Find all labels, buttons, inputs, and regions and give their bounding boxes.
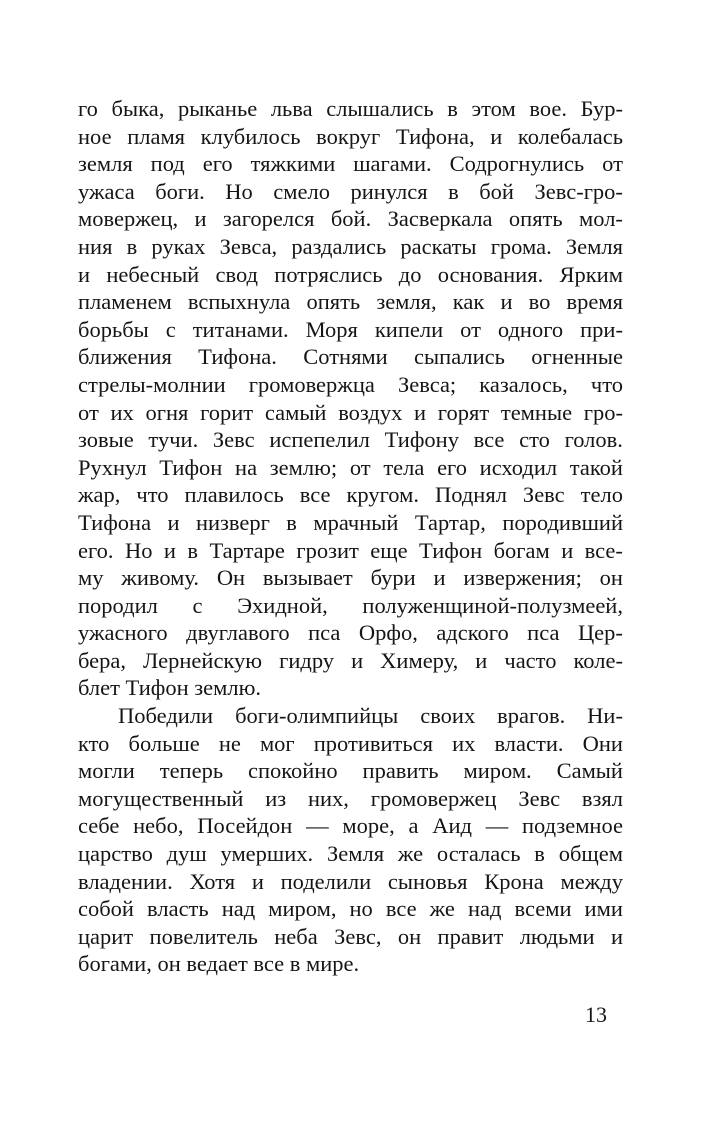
word: при- <box>580 316 623 342</box>
word: опять <box>306 289 361 315</box>
word: Тартар, <box>414 509 486 535</box>
word: что <box>590 371 623 397</box>
word: бури <box>370 565 416 591</box>
word: огненные <box>531 344 623 370</box>
word: борьбы <box>78 316 149 342</box>
word: часто <box>504 647 557 673</box>
word: все <box>473 427 505 453</box>
word: гро- <box>583 399 623 425</box>
word: пса <box>308 620 341 646</box>
word: и <box>490 123 503 149</box>
word: вспыхнула <box>187 289 291 315</box>
word: и <box>78 261 91 287</box>
word: все- <box>584 537 623 563</box>
word: свод <box>215 261 259 287</box>
word: ния <box>78 233 113 259</box>
word: он <box>599 565 623 591</box>
word: Зевса; <box>397 371 457 397</box>
word: миром, <box>268 896 337 922</box>
word: загорелся <box>222 206 315 232</box>
word: горят <box>437 399 490 425</box>
word: от <box>78 399 99 425</box>
text-line: богами, он ведает все в мире. <box>78 951 360 977</box>
word: породивший <box>502 509 623 535</box>
text-line <box>78 785 623 813</box>
word: под <box>150 151 185 177</box>
word: плавилось <box>184 482 284 508</box>
word: низверг <box>195 509 270 535</box>
word: Он <box>216 565 246 591</box>
word: громовержец <box>370 785 497 811</box>
word: мол- <box>579 206 623 232</box>
word: вызывает <box>262 565 353 591</box>
word: Зевс-гро- <box>534 178 623 204</box>
word: Тартаре <box>209 537 285 563</box>
page-text-block <box>78 95 623 978</box>
word: а <box>408 813 419 839</box>
word: льва <box>270 96 313 121</box>
word: все <box>299 482 331 508</box>
word: его <box>202 151 233 177</box>
word: душ <box>166 841 207 867</box>
word: мог <box>259 730 295 756</box>
word: в <box>447 96 458 121</box>
word: бера, <box>78 647 126 673</box>
word: пламя <box>127 123 186 149</box>
text-line <box>78 895 623 923</box>
word: раскаты <box>400 233 477 259</box>
word: Аид <box>432 813 472 839</box>
word: и <box>500 289 513 315</box>
word: грома. <box>490 233 552 259</box>
word: же <box>397 841 424 867</box>
word: бой. <box>330 206 372 232</box>
word: и <box>351 647 364 673</box>
text-line <box>78 343 623 371</box>
word: самый <box>264 399 327 425</box>
text-line <box>78 509 623 537</box>
word: всеми <box>514 896 572 922</box>
word: в <box>187 537 199 563</box>
word: могущественный <box>78 785 244 811</box>
word: и <box>561 537 574 563</box>
word: противиться <box>313 730 433 756</box>
word: клубилось <box>200 123 301 149</box>
text-line <box>78 647 623 675</box>
word: больше <box>128 730 200 756</box>
word: и <box>610 923 623 949</box>
word: титанами. <box>192 316 289 342</box>
text-line <box>78 178 623 206</box>
word: жар, <box>78 482 121 508</box>
word: земля <box>78 151 133 177</box>
word: тело <box>580 482 623 508</box>
word: и <box>194 206 207 232</box>
word: до <box>398 261 422 287</box>
word: Бур- <box>580 96 623 121</box>
word: спокойно <box>247 758 338 784</box>
word: Рухнул <box>78 454 147 480</box>
word: с <box>165 316 176 342</box>
word: и <box>163 537 176 563</box>
word: не <box>218 730 241 756</box>
word: Зевс <box>522 482 565 508</box>
word: опять <box>508 206 563 232</box>
word: и <box>167 509 180 535</box>
text-line <box>78 399 623 427</box>
word: царство <box>78 841 153 867</box>
word: богам <box>493 537 550 563</box>
word: Посейдон <box>197 813 293 839</box>
word: голов. <box>564 427 623 453</box>
word: с <box>192 592 203 618</box>
word: подземное <box>521 813 623 839</box>
text-line <box>78 426 623 454</box>
word: могли <box>78 758 135 784</box>
word: в <box>126 233 138 259</box>
text-line <box>78 454 623 482</box>
text-line <box>78 619 623 647</box>
word: земля, <box>376 289 437 315</box>
word: кипели <box>374 316 444 342</box>
word: их <box>452 730 476 756</box>
word: от <box>460 316 481 342</box>
word: и <box>475 647 488 673</box>
word: небо, <box>133 813 184 839</box>
word: взял <box>581 785 623 811</box>
word: этом <box>471 96 516 121</box>
word: Лернейскую <box>143 647 263 673</box>
word: Зевс <box>518 785 561 811</box>
word: Зевс, <box>334 923 382 949</box>
word: все <box>385 896 417 922</box>
word: из <box>265 785 287 811</box>
text-line <box>78 95 623 123</box>
word: пса <box>527 620 560 646</box>
word: его <box>437 454 467 480</box>
word: мовержец, <box>78 206 179 232</box>
text-line <box>78 840 623 868</box>
text-line <box>78 757 623 785</box>
word: Крона <box>484 868 544 894</box>
word: шагами. <box>353 151 432 177</box>
text-line <box>78 481 623 509</box>
word: тяжкими <box>250 151 336 177</box>
word: тела <box>383 454 425 480</box>
word: Зевс <box>212 427 255 453</box>
word: Цер- <box>577 620 623 646</box>
word: коле- <box>573 647 623 673</box>
word: себе <box>78 813 120 839</box>
word: на <box>235 454 258 480</box>
word: стрелы-молнии <box>78 371 226 397</box>
word: горит <box>200 399 254 425</box>
word: руках <box>151 233 206 259</box>
word: общем <box>558 841 623 867</box>
word: еще <box>370 537 408 563</box>
word: раздались <box>291 233 387 259</box>
word: власти. <box>494 730 564 756</box>
word: кто <box>78 730 110 756</box>
text-line <box>78 261 623 289</box>
word: ближения <box>78 344 172 370</box>
word: живому. <box>121 565 200 591</box>
word: испепелил <box>269 427 370 453</box>
word: громовержца <box>248 371 375 397</box>
word: одного <box>497 316 564 342</box>
word: Тифона <box>78 509 152 535</box>
word: власть <box>147 896 209 922</box>
word: адского <box>436 620 509 646</box>
word: же <box>429 896 455 922</box>
word: над <box>467 896 502 922</box>
text-line <box>78 592 623 620</box>
word: осталась <box>436 841 521 867</box>
word: Содрогнулись <box>449 151 585 177</box>
word: во <box>528 289 551 315</box>
word: Самый <box>556 758 623 784</box>
word: — <box>485 813 509 839</box>
word: Хотя <box>189 868 236 894</box>
word: сыпались <box>414 344 505 370</box>
word: его. <box>78 537 114 563</box>
word: врагов. <box>497 703 566 729</box>
word: смело <box>273 178 330 204</box>
word: Поднял <box>435 482 507 508</box>
word: темные <box>500 399 573 425</box>
text-line <box>78 702 623 730</box>
word: потряслись <box>274 261 383 287</box>
word: Тифон <box>159 454 223 480</box>
word: двуглавого <box>186 620 290 646</box>
text-line <box>78 564 623 592</box>
word: ужаса <box>78 178 135 204</box>
word: миром. <box>463 758 532 784</box>
word: породил <box>78 592 158 618</box>
word: Моря <box>305 316 358 342</box>
word: основания. <box>437 261 544 287</box>
word: пламенем <box>78 289 172 315</box>
word: ринулся <box>350 178 428 204</box>
word: вое. <box>529 96 567 121</box>
word: Засверкала <box>387 206 493 232</box>
word: ужасного <box>78 620 168 646</box>
word: го <box>78 96 98 121</box>
word: му <box>78 565 104 591</box>
word: и <box>251 868 264 894</box>
word: Они <box>582 730 623 756</box>
word: тучи. <box>148 427 199 453</box>
word: Тифон <box>419 537 483 563</box>
word: кругом. <box>346 482 419 508</box>
word: что <box>136 482 169 508</box>
word: над <box>221 896 256 922</box>
word: ими <box>584 896 623 922</box>
word: царит <box>78 923 134 949</box>
word: владении. <box>78 868 173 894</box>
word: воздух <box>338 399 403 425</box>
word: землю; <box>269 454 338 480</box>
word: как <box>452 289 485 315</box>
word: Победили <box>118 703 214 729</box>
word: бой <box>479 178 514 204</box>
word: теперь <box>159 758 224 784</box>
word: море, <box>342 813 395 839</box>
word: Но <box>225 178 253 204</box>
word: Земля <box>565 233 623 259</box>
word: повелитель <box>149 923 258 949</box>
word: казалось, <box>479 371 568 397</box>
word: колебалась <box>517 123 623 149</box>
word: от <box>349 454 371 480</box>
word: слышались <box>326 96 434 121</box>
text-line: блет Тифон землю. <box>78 675 262 701</box>
text-line <box>78 923 623 951</box>
word: огня <box>145 399 189 425</box>
word: небесный <box>106 261 200 287</box>
word: в <box>448 178 459 204</box>
word: быка, <box>111 96 165 121</box>
word: правит <box>437 923 504 949</box>
text-line <box>78 537 623 565</box>
word: Эхидной, <box>237 592 328 618</box>
page-number: 13 <box>585 1002 607 1027</box>
word: неба <box>274 923 318 949</box>
word: Химеру, <box>380 647 459 673</box>
word: между <box>560 868 623 894</box>
text-line <box>78 316 623 344</box>
word: извержения; <box>463 565 582 591</box>
word: умерших. <box>220 841 314 867</box>
word: собой <box>78 896 134 922</box>
word: Зевса, <box>219 233 278 259</box>
word: их <box>110 399 134 425</box>
word: гидру <box>279 647 335 673</box>
word: боги. <box>155 178 205 204</box>
word: время <box>566 289 623 315</box>
word: такой <box>569 454 623 480</box>
word: людьми <box>519 923 595 949</box>
word: рыканье <box>177 96 258 121</box>
word: них, <box>307 785 349 811</box>
word: Сотнями <box>303 344 388 370</box>
word: в <box>534 841 545 867</box>
text-line <box>78 288 623 316</box>
text-line <box>78 233 623 261</box>
word: он <box>397 923 422 949</box>
text-line <box>78 868 623 896</box>
word: зовые <box>78 427 134 453</box>
word: исходил <box>479 454 558 480</box>
word: полуженщиной-полузмеей, <box>362 592 623 618</box>
word: поделили <box>280 868 372 894</box>
word: сто <box>519 427 550 453</box>
word: Орфо, <box>358 620 418 646</box>
word: своих <box>420 703 476 729</box>
word: Тифону <box>384 427 459 453</box>
word: грозит <box>296 537 359 563</box>
word: мрачный <box>313 509 399 535</box>
word: сыновья <box>387 868 468 894</box>
word: но <box>349 896 373 922</box>
word: Земля <box>326 841 385 867</box>
text-line <box>78 812 623 840</box>
word: Ни- <box>587 703 623 729</box>
word: от <box>602 151 623 177</box>
word: и <box>414 399 427 425</box>
word: править <box>362 758 439 784</box>
word: в <box>286 509 297 535</box>
text-line <box>78 730 623 758</box>
word: Тифона. <box>198 344 277 370</box>
word: Тифона, <box>395 123 475 149</box>
word: — <box>306 813 329 839</box>
word: Ярким <box>559 261 623 287</box>
word: Но <box>124 537 153 563</box>
text-line <box>78 371 623 399</box>
word: и <box>433 565 446 591</box>
word: ное <box>78 123 112 149</box>
word: вокруг <box>316 123 381 149</box>
text-line <box>78 123 623 151</box>
text-line <box>78 150 623 178</box>
text-line <box>78 205 623 233</box>
word: боги-олимпийцы <box>235 703 399 729</box>
